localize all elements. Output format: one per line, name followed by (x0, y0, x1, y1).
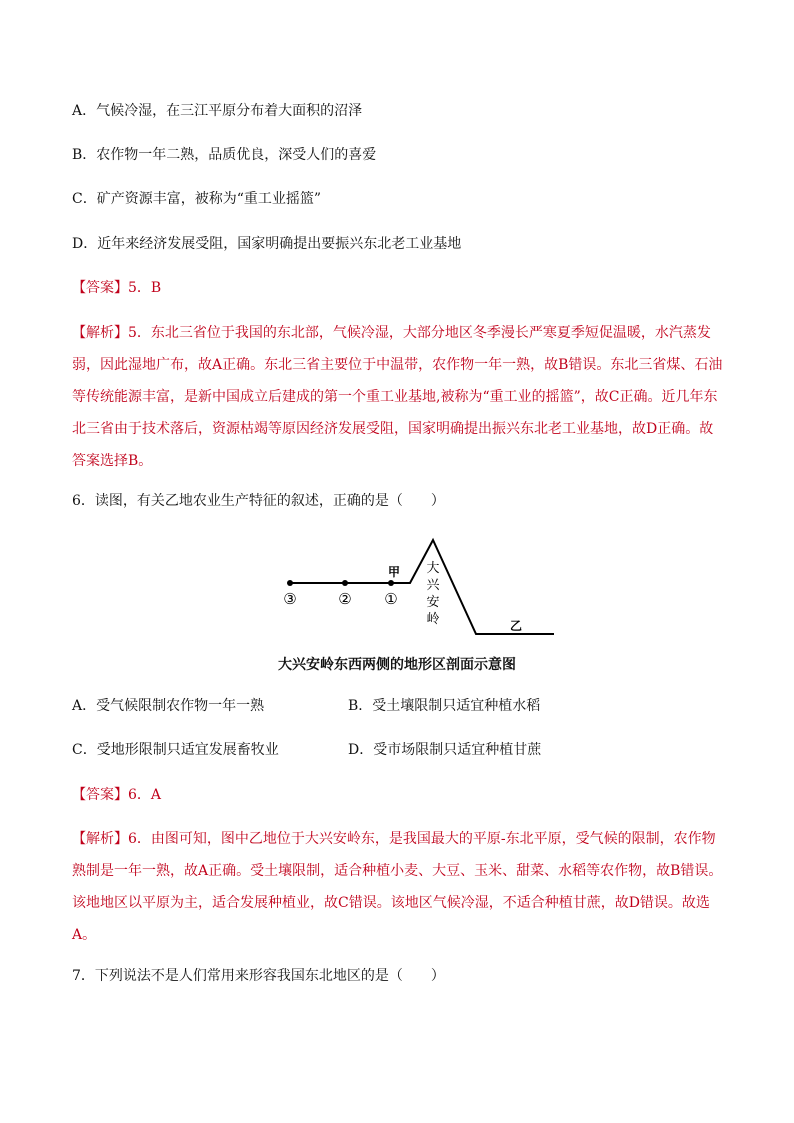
answer-tag: 【答案】 (72, 787, 128, 803)
q5-option-b: B．农作物一年二熟，品质优良，深受人们的喜爱 (72, 147, 377, 163)
figure-caption: 大兴安岭东西两侧的地形区剖面示意图 (278, 657, 516, 673)
analysis-text: 6．由图可知，图中乙地位于大兴安岭东，是我国最大的平原-东北平原，受气候的限制，农作物熟制是一年一熟，故A正确。受土壤限制，适合种植小麦、大豆、玉米、甜菜、水稻等农作物，故B错误。该地地区以平原为主，适合发展种植业，故C错误。该地区气候冷湿，不适合种植甘蔗，故D错误。故选A。 (72, 831, 723, 943)
q5-option-d: D．近年来经济发展受阻，国家明确提出要振兴东北老工业基地 (72, 236, 462, 252)
q7-question: 7．下列说法不是人们常用来形容我国东北地区的是（ ） (72, 968, 445, 984)
q5-answer (72, 280, 161, 296)
q5-analysis (72, 317, 724, 477)
analysis-tag: 【解析】 (72, 325, 128, 341)
profile-diagram (270, 532, 560, 640)
mountain-label-char: 大 (426, 561, 440, 576)
answer-value: 5．B (128, 280, 162, 296)
point-marker (388, 580, 394, 586)
mountain-label-char: 安 (426, 595, 440, 610)
analysis-text: 5．东北三省位于我国的东北部，气候冷湿，大部分地区冬季漫长严寒夏季短促温暖，水汽蒸发弱，因此湿地广布，故A正确。东北三省主要位于中温带，农作物一年一熟，故B错误。东北三省煤、石油等传统能源丰富，是新中国成立后建成的第一个重工业基地,被称为“重工业的摇篮”，故C正确。近几年东北三省由于技术落后，资源枯竭等原因经济发展受阻，国家明确提出振兴东北老工业基地，故D正确。故答案选择B。 (72, 325, 723, 469)
point-marker (342, 580, 348, 586)
q6-question: 6．读图，有关乙地农业生产特征的叙述，正确的是（ ） (72, 493, 445, 509)
point-label-1: ① (384, 590, 398, 608)
q6-option-c: C．受地形限制只适宜发展畜牧业 (72, 742, 279, 758)
point-label-3: ③ (283, 590, 297, 608)
q5-option-a: A．气候冷湿，在三江平原分布着大面积的沼泽 (72, 103, 363, 119)
q6-answer (72, 787, 161, 803)
mountain-profile (391, 540, 554, 634)
point-marker (287, 580, 293, 586)
mountain-label-char: 岭 (426, 612, 440, 627)
mountain-label-char: 兴 (426, 578, 440, 593)
q6-option-a: A．受气候限制农作物一年一熟 (72, 698, 265, 714)
label-yi: 乙 (509, 619, 523, 633)
point-label-2: ② (338, 590, 352, 608)
q6-analysis (72, 823, 724, 951)
q6-option-b: B．受土壤限制只适宜种植水稻 (348, 698, 541, 714)
label-jia: 甲 (387, 565, 401, 579)
q5-option-c: C．矿产资源丰富，被称为“重工业摇篮” (72, 191, 322, 207)
answer-value: 6．A (128, 787, 162, 803)
answer-tag: 【答案】 (72, 280, 128, 296)
q6-option-d: D．受市场限制只适宜种植甘蔗 (348, 742, 542, 758)
analysis-tag: 【解析】 (72, 831, 128, 847)
